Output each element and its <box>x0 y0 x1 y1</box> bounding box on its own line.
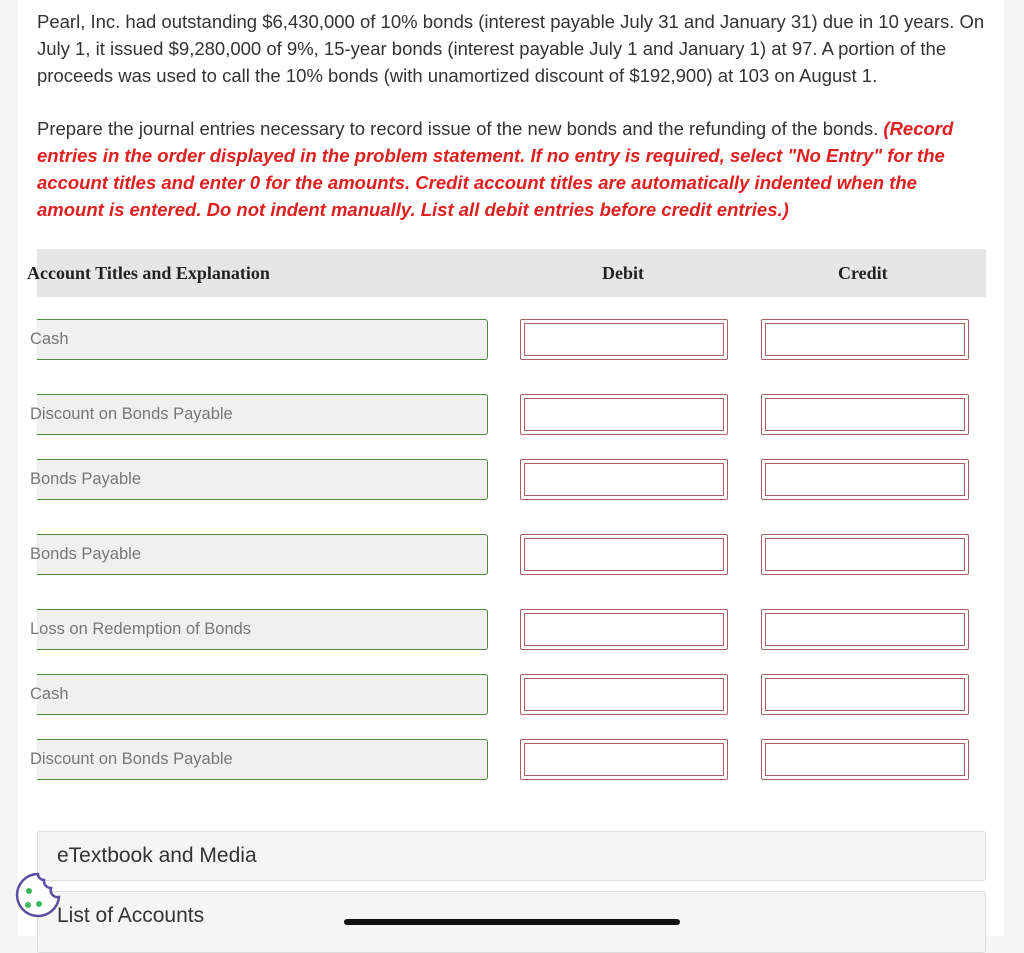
header-credit: Credit <box>838 263 888 283</box>
etextbook-media-label: eTextbook and Media <box>57 844 257 867</box>
credit-amount-input[interactable] <box>761 534 969 575</box>
instructions <box>37 115 987 223</box>
problem-statement: Pearl, Inc. had outstanding $6,430,000 of 10% bonds (interest payable July 31 and January 31) due in 10 years. On July 1, it issued $9,280,000 of 9%, 15-year bonds (interest payable July 1 and January 1) at 97. A portion of the proceeds was used to call the 10% bonds (with unamortized discount of $192,900) at 103 on August 1. <box>37 11 985 86</box>
journal-row <box>30 609 986 650</box>
debit-amount-input[interactable] <box>520 609 728 650</box>
journal-row <box>30 674 986 715</box>
list-of-accounts-label: List of Accounts <box>57 904 205 927</box>
journal-row <box>30 319 986 360</box>
account-title-field[interactable]: Bonds Payable <box>37 459 488 500</box>
credit-amount-input[interactable] <box>761 609 969 650</box>
debit-amount-input[interactable] <box>520 674 728 715</box>
journal-table-header <box>27 249 986 297</box>
instruction-note: (Record entries in the order displayed in the problem statement. If no entry is required, select "No Entry" for the account titles and enter 0 for the amounts. Credit account titles are automatically indented when the amount is entered. Do not indent manually. List all debit entries before credit entries.) <box>37 118 954 220</box>
debit-amount-input[interactable] <box>520 739 728 780</box>
credit-amount-input[interactable] <box>761 394 969 435</box>
journal-row <box>30 394 986 435</box>
credit-amount-input[interactable] <box>761 739 969 780</box>
account-title-field[interactable]: Cash <box>37 674 488 715</box>
account-title-field[interactable]: Cash <box>37 319 488 360</box>
instruction-text: Prepare the journal entries necessary to record issue of the new bonds and the refunding of the bonds. <box>37 118 879 139</box>
credit-amount-input[interactable] <box>761 459 969 500</box>
journal-row <box>30 534 986 575</box>
etextbook-media-panel[interactable] <box>37 831 986 881</box>
account-title-field[interactable]: Loss on Redemption of Bonds <box>37 609 488 650</box>
account-title-field[interactable]: Bonds Payable <box>37 534 488 575</box>
debit-amount-input[interactable] <box>520 534 728 575</box>
debit-amount-input[interactable] <box>520 319 728 360</box>
credit-amount-input[interactable] <box>761 319 969 360</box>
journal-row <box>30 739 986 780</box>
account-title-field[interactable]: Discount on Bonds Payable <box>37 394 488 435</box>
cookie-icon[interactable] <box>14 871 62 919</box>
header-account-titles: Account Titles and Explanation <box>27 263 270 283</box>
debit-amount-input[interactable] <box>520 459 728 500</box>
credit-amount-input[interactable] <box>761 674 969 715</box>
journal-row <box>30 459 986 500</box>
header-debit: Debit <box>602 263 644 283</box>
home-indicator <box>344 919 680 925</box>
debit-amount-input[interactable] <box>520 394 728 435</box>
account-title-field[interactable]: Discount on Bonds Payable <box>37 739 488 780</box>
